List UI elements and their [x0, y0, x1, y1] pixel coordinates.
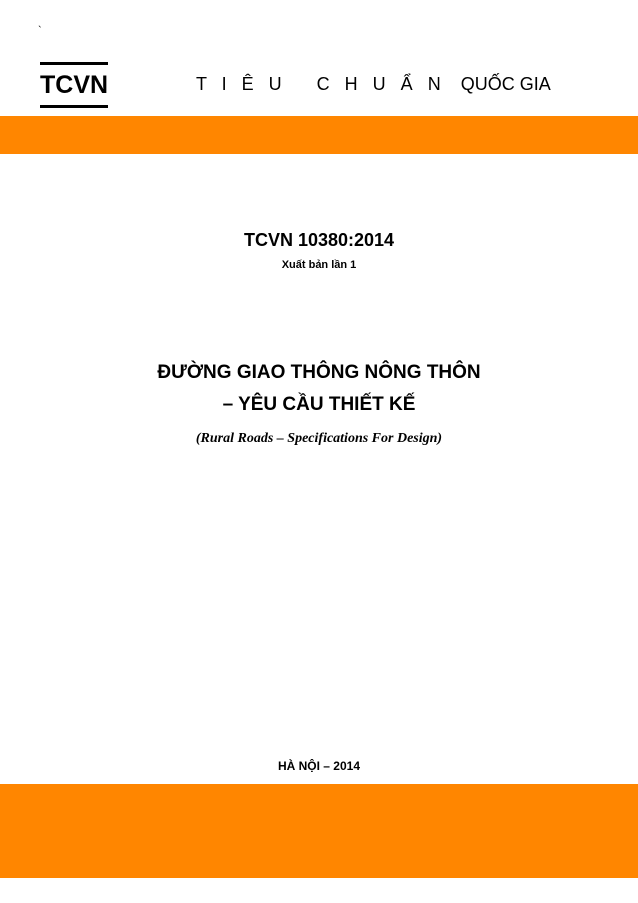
tcvn-logo — [40, 62, 108, 108]
english-subtitle: (Rural Roads – Specifications For Design) — [195, 431, 443, 446]
document-title — [0, 357, 638, 421]
standard-number: TCVN 10380:2014 — [243, 230, 395, 250]
bottom-accent-band — [0, 784, 638, 878]
tick-mark: ` — [38, 25, 42, 37]
logo-text: TCVN — [40, 71, 109, 99]
top-accent-band — [0, 116, 638, 154]
header-title — [196, 72, 551, 96]
header-title-spaced: T I Ê U C H U Ẩ N — [196, 74, 446, 94]
place-year: HÀ NỘI – 2014 — [277, 759, 361, 773]
edition-label: Xuất bản lần 1 — [281, 259, 357, 271]
document-title-line-2: – YÊU CẦU THIẾT KẾ — [222, 394, 416, 415]
document-title-line-1: ĐƯỜNG GIAO THÔNG NÔNG THÔN — [157, 362, 481, 383]
header-title-rest: QUỐC GIA — [460, 74, 551, 94]
logo-bottom-rule — [40, 105, 108, 108]
